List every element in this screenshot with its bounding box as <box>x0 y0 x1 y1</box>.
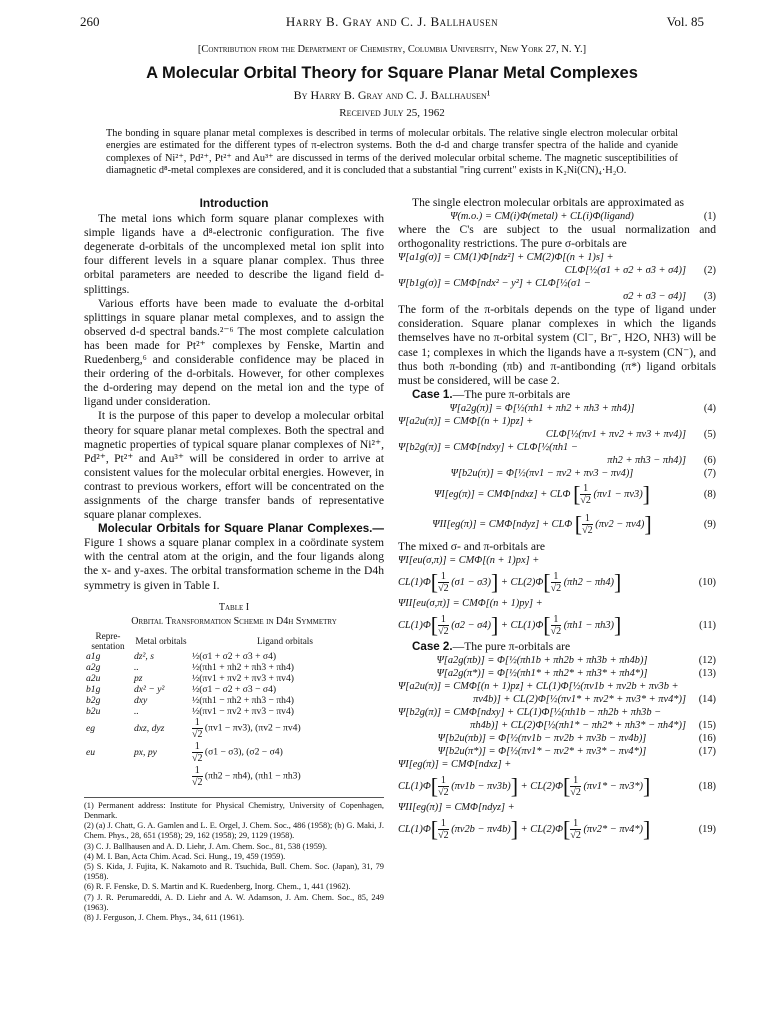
ligand-combination: (πv1 − πv3), (πv2 − πv4) <box>204 723 301 735</box>
equation-text: ΨII[eg(π)] = CMΦ[ndyz] + <box>398 802 515 814</box>
fraction <box>582 513 593 536</box>
equation-text: Ψ[b2g(π)] = CMΦ[ndxy] + CL(1)Φ[½(πh1b − πh2b + πh3b − <box>398 707 662 719</box>
fraction-denominator: √2 <box>582 525 593 537</box>
equation-3-cont <box>398 290 716 303</box>
fraction-numerator: 1 <box>192 765 203 777</box>
bracket-open: [ <box>563 816 571 842</box>
ligand-cell: ½(σ1 + σ2 + σ3 + σ4) <box>192 650 277 662</box>
equation-5 <box>398 415 716 428</box>
metal-cell: dxy <box>134 694 148 706</box>
footnote: (6) R. F. Fenske, D. S. Martin and K. Ruedenberg, Inorg. Chem., 1, 441 (1962). <box>84 882 351 892</box>
equation-number: (16) <box>698 733 716 745</box>
ligand-cell: ½(πh1 − πh2 + πh3 − πh4) <box>192 694 294 706</box>
fraction-numerator: 1 <box>570 775 581 787</box>
equation-text: Ψ[b2u(π*)] = Φ[½(πv1* − πv2* + πv3* − πv4*)] <box>437 746 647 758</box>
bracket-open: [ <box>543 612 551 638</box>
equation-text: Ψ[a2u(π)] = CMΦ[(n + 1)pz] + CL(1)Φ[½(πv1b + πv2b + πv3b + <box>398 681 679 693</box>
running-header <box>80 14 704 32</box>
footnote: (5) S. Kida, J. Fujita, K. Nakamoto and R. Tsuchida, Bull. Chem. Soc. (Japan), 31, 79 (1958). <box>84 862 384 882</box>
rep-cell: a2g <box>86 661 101 673</box>
intro-paragraph: The metal ions which form square planar complexes with simple ligands have a d⁸-electronic configuration. The five degenerate d-orbitals of the uncomplexed metal ion split into four different levels in a square planar complex. Thus three orbital parameters are needed to describe the ligand field d-splittings. <box>84 212 384 296</box>
equation-text: ΨI[eg(π)] = CMΦ[ndxz] + <box>398 759 512 771</box>
equation-7 <box>398 467 716 480</box>
equation-15-cont <box>398 719 716 732</box>
equation-text: CL(1)Φ <box>398 780 431 792</box>
equation-text: Ψ[a2g(π)] = Φ[½(πh1 + πh2 + πh3 + πh4)] <box>449 402 635 414</box>
fraction-denominator: √2 <box>438 582 449 594</box>
table-subtitle: Orbital Transformation Scheme in D4h Symmetry <box>131 615 337 627</box>
fraction <box>192 741 203 764</box>
metal-cell: .. <box>134 705 139 717</box>
equation-text: CLΦ[½(πv1 + πv2 + πv3 + πv4)] <box>545 428 686 440</box>
equation-text: (πh1 − πh3) <box>563 619 615 631</box>
rep-cell: eu <box>86 747 96 759</box>
table-header-cell: Ligand orbitals <box>257 635 313 646</box>
mo-heading: Molecular Orbitals for Square Planar Complexes.— <box>98 522 384 536</box>
equation-text: ΨI[eu(σ,π)] = CMΦ[(n + 1)px] + <box>398 555 540 567</box>
fraction-numerator: 1 <box>438 614 449 626</box>
fraction <box>438 571 449 594</box>
bracket-open: [ <box>430 569 439 595</box>
bracket-open: [ <box>430 612 439 638</box>
case-1-line <box>398 388 716 402</box>
running-head-authors: Harry B. Gray and C. J. Ballhausen <box>285 14 499 29</box>
fraction-denominator: √2 <box>438 829 449 841</box>
equation-text: πv4b)] + CL(2)Φ[½(πv1* + πv2* + πv3* + πv4*)] <box>473 694 686 706</box>
body-paragraph: where the C's are subject to the usual normalization and orthogonality restrictions. The pure σ-orbitals are <box>398 223 716 251</box>
fraction-denominator: √2 <box>438 786 449 798</box>
equation-text: Ψ[b2u(π)] = Φ[½(πv1 − πv2 + πv3 − πv4)] <box>450 467 634 479</box>
equation-text: CL(1)Φ <box>398 823 431 835</box>
abstract: The bonding in square planar metal complexes is described in terms of molecular orbitals. The relative single electron molecular orbital energies are estimated for the different types of π-electron systems. Both the d-d and charge transfer spectra of the halide and cyanide complexes of Ni²⁺, Pd²⁺, Pt²⁺ and Au³⁺ are discussed in terms of the derived molecular orbital scheme. The magnetic susceptibilities of diamagnetic d⁸-metal complexes are considered, and it is concluded that a substantial "ring current" exists in K₂Ni(CN)₄·H₂O. <box>106 128 678 177</box>
equation-6 <box>398 441 716 454</box>
table-row <box>84 651 380 662</box>
ligand-cell: ½(πv1 − πv2 + πv3 − πv4) <box>192 705 294 717</box>
body-paragraph: The single electron molecular orbitals are approximated as <box>412 196 685 209</box>
fraction-numerator: 1 <box>551 571 562 583</box>
equation-text: Ψ(m.o.) = CM(i)Φ(metal) + CL(i)Φ(ligand) <box>450 211 634 223</box>
rep-cell: eg <box>86 723 96 735</box>
fraction-denominator: √2 <box>570 786 581 798</box>
equation-number: (2) <box>703 265 716 277</box>
equation-text: σ2 + σ3 − σ4)] <box>623 291 686 303</box>
bracket-open: [ <box>543 569 551 595</box>
equation-6-cont <box>398 454 716 467</box>
equation-text: Ψ[b2u(πb)] = Φ[½(πv1b − πv2b + πv3b − πv4b)] <box>437 733 647 745</box>
contribution-line: [Contribution from the Department of Chemistry, Columbia University, New York 27, N. Y.] <box>197 44 587 55</box>
fraction-numerator: 1 <box>551 614 562 626</box>
ligand-cell: ½(πh1 + πh2 + πh3 + πh4) <box>192 661 294 673</box>
equation-text: (πv2* − πv4*) <box>583 823 644 835</box>
fraction-denominator: √2 <box>570 829 581 841</box>
equation-text: Ψ[a2g(πb)] = Φ[½(πh1b + πh2b + πh3b + πh4b)] <box>436 655 648 667</box>
footnote: (2) (a) J. Chatt, G. A. Gamlen and L. E. Orgel, J. Chem. Soc., 486 (1958); (b) G. Maki, J. Chem. Phys., 28, 651 (1958); 29, 162 (1958); 29, 1129 (1958). <box>84 821 384 841</box>
fraction <box>192 717 203 740</box>
fraction-denominator: √2 <box>550 582 562 594</box>
table-caption: Table I <box>218 601 250 613</box>
equation-number: (14) <box>698 694 716 706</box>
equation-text: (σ1 − σ3) <box>451 576 491 588</box>
fraction-denominator: √2 <box>550 625 562 637</box>
equation-number: (19) <box>698 823 716 835</box>
fraction <box>438 775 449 798</box>
case-2-text: —The pure π-orbitals are <box>452 640 571 654</box>
fraction-numerator: 1 <box>570 818 581 830</box>
fraction <box>570 818 581 841</box>
equation-text: (σ2 − σ4) <box>451 619 491 631</box>
fraction-numerator: 1 <box>582 513 593 525</box>
equation-text: Ψ[a2u(π)] = CMΦ[(n + 1)pz] + <box>398 415 534 427</box>
fraction-numerator: 1 <box>438 818 449 830</box>
metal-cell: .. <box>134 661 139 673</box>
equation-4 <box>398 402 716 415</box>
mo-paragraph <box>84 522 384 592</box>
equation-number: (12) <box>698 655 716 667</box>
equation-13 <box>398 667 716 680</box>
equation-text: + CL(2)Φ <box>520 823 564 835</box>
fraction-denominator: √2 <box>438 625 449 637</box>
equation-19-cont <box>398 814 716 844</box>
case-2-heading: Case 2. <box>412 640 453 654</box>
right-column <box>398 196 716 844</box>
bracket-close: ] <box>490 569 499 595</box>
fraction-numerator: 1 <box>580 483 591 495</box>
equation-number: (9) <box>703 519 716 531</box>
equation-text: ΨII[eg(π)] = CMΦ[ndyz] + CLΦ <box>432 519 573 531</box>
rep-cell: a1g <box>86 650 101 662</box>
ligand-cell <box>190 765 380 789</box>
equation-3 <box>398 277 716 290</box>
left-column <box>84 196 384 923</box>
table-row <box>84 741 380 765</box>
footnote: (3) C. J. Ballhausen and A. D. Liehr, J. Am. Chem. Soc., 81, 538 (1959). <box>84 841 327 851</box>
rep-cell: b2g <box>86 694 101 706</box>
equation-text: Ψ[a2g(π*)] = Φ[½(πh1* + πh2* + πh3* + πh4*)] <box>436 668 648 680</box>
equation-number: (3) <box>703 291 716 303</box>
footnote: (8) J. Ferguson, J. Chem. Phys., 34, 611 (1961). <box>84 913 245 923</box>
footnote: (4) M. I. Ban, Acta Chim. Acad. Sci. Hung., 19, 459 (1959). <box>84 851 286 861</box>
equation-text: Ψ[a1g(σ)] = CM(1)Φ[ndz²] + CM(2)Φ[(n + 1)s] + <box>398 252 614 264</box>
fraction-numerator: 1 <box>438 571 449 583</box>
equation-text: + CL(2)Φ <box>500 576 544 588</box>
rep-cell: b1g <box>86 683 101 695</box>
equation-text: ΨII[eu(σ,π)] = CMΦ[(n + 1)py] + <box>398 598 543 610</box>
equation-text: Ψ[b1g(σ)] = CMΦ[ndx² − y²] + CLΦ[½(σ1 − <box>398 278 591 290</box>
equation-text: πh4b)] + CL(2)Φ[½(πh1* − πh2* + πh3* − πh4*)] <box>470 720 686 732</box>
body-paragraph: The form of the π-orbitals depends on the type of ligand under consideration. Square planar complexes in which the ligands themselves have no π-orbital system (Cl⁻, Br⁻, H2O, NH3) will be case 1; complexes in which the ligands have a π-system (CN⁻), and thus both π-bonding (πb) and π-antibonding (π*) ligand orbitals must be considered, will be case 2. <box>398 303 716 387</box>
equation-number: (8) <box>703 489 716 501</box>
equation-number: (11) <box>699 619 716 631</box>
equation-14-cont <box>398 693 716 706</box>
metal-cell: dx² − y² <box>134 683 165 695</box>
author-line: By Harry B. Gray and C. J. Ballhausen¹ <box>293 88 491 102</box>
equation-2 <box>398 251 716 264</box>
table-row <box>84 673 380 684</box>
equation-text: (πv1 − πv3) <box>593 489 643 501</box>
equation-text: (πv2 − πv4) <box>595 519 645 531</box>
equation-17 <box>398 745 716 758</box>
table-row <box>84 706 380 717</box>
equation-10 <box>398 554 716 567</box>
bracket-open: [ <box>430 773 439 799</box>
fraction <box>438 614 449 637</box>
equation-number: (10) <box>698 576 716 588</box>
table-row <box>84 695 380 706</box>
ligand-combination: (σ1 − σ3), (σ2 − σ4) <box>204 747 283 759</box>
intro-paragraph: It is the purpose of this paper to develop a molecular orbital theory for square planar metal complexes. Both the spectral and magnetic properties of typical square planar complexes of Ni²⁺, Pd²⁺, Pt²⁺ and Au³⁺ will be considered in order to arrive at consistent values for the molecular orbital energies. However, in contrast to previous workers, effort will be concentrated on the assignments of the charge transfer bands of representative square planar complexes. <box>84 409 384 522</box>
fraction-numerator: 1 <box>192 717 203 729</box>
fraction <box>192 765 203 788</box>
equation-text: ΨI[eg(π)] = CMΦ[ndxz] + CLΦ <box>434 489 571 501</box>
bracket-close: ] <box>614 612 622 638</box>
table-row <box>84 662 380 673</box>
received-date: Received July 25, 1962 <box>339 107 445 119</box>
fraction-denominator: √2 <box>192 729 203 741</box>
bracket-close: ] <box>510 816 519 842</box>
fraction-denominator: √2 <box>192 777 203 789</box>
bracket-close: ] <box>644 511 652 537</box>
footnote: (1) Permanent address: Institute for Physical Chemistry, University of Copenhagen, Denmark. <box>84 800 384 821</box>
equation-number: (13) <box>698 668 716 680</box>
equation-8 <box>398 480 716 510</box>
table-row <box>84 684 380 695</box>
bracket-open: [ <box>563 773 571 799</box>
table-row <box>84 765 380 789</box>
bracket-open: [ <box>573 481 581 507</box>
equation-number: (4) <box>703 402 716 414</box>
bracket-close: ] <box>643 773 651 799</box>
equation-5-cont <box>398 428 716 441</box>
ligand-cell: ½(σ1 − σ2 + σ3 − σ4) <box>192 683 277 695</box>
case-2-line <box>398 640 716 654</box>
equation-text: CL(1)Φ <box>398 619 431 631</box>
rep-cell: a2u <box>86 672 101 684</box>
case-1-text: —The pure π-orbitals are <box>452 387 571 401</box>
equation-12 <box>398 654 716 667</box>
equation-15 <box>398 706 716 719</box>
orbital-table <box>84 631 380 789</box>
mo-paragraph-text: Figure 1 shows a square planar complex in a coördinate system with the central atom at the origin, and the four ligands along the x- and y-axes. The orbital transformation scheme in the D4h symmetry is given in Table I. <box>84 536 384 592</box>
equation-1 <box>398 210 716 223</box>
fraction <box>580 483 591 506</box>
table-header-cell: Repre-sentation <box>91 630 125 651</box>
metal-cell: dxz, dyz <box>134 723 165 735</box>
equation-14 <box>398 680 716 693</box>
bracket-close: ] <box>643 816 651 842</box>
footnotes <box>84 797 384 923</box>
intro-paragraph: Various efforts have been made to evaluate the d-orbital splittings in square planar metal complexes, and to assign the observed d-d spectral bands.²⁻⁶ The most complete calculation has been made for Pt²⁺ complexes by Fenske, Martin and Ruedenberg,⁶ and considerable confidence may be placed in their ordering of the d-orbitals. However, for other complexes the d-ordering may depend on the metal ion and the type of ligand under consideration. <box>84 296 384 409</box>
metal-cell: pz <box>134 672 143 684</box>
ligand-cell <box>190 717 380 741</box>
equation-11 <box>398 597 716 610</box>
metal-cell <box>132 765 190 789</box>
equation-16 <box>398 732 716 745</box>
equation-text: πh2 + πh3 − πh4)] <box>607 454 686 466</box>
rep-cell: b2u <box>86 705 101 717</box>
bracket-close: ] <box>614 569 622 595</box>
fraction-denominator: √2 <box>580 495 591 507</box>
equation-text: (πv1* − πv3*) <box>583 780 644 792</box>
equation-text: + CL(1)Φ <box>500 619 544 631</box>
fraction-numerator: 1 <box>192 741 203 753</box>
equation-number: (7) <box>703 467 716 479</box>
equation-2-cont <box>398 264 716 277</box>
paper-title: A Molecular Orbital Theory for Square Planar Metal Complexes <box>146 64 638 82</box>
fraction <box>570 775 581 798</box>
equation-text: Ψ[b2g(π)] = CMΦ[ndxy] + CLΦ[½(πh1 − <box>398 441 578 453</box>
case-1-heading: Case 1. <box>412 387 453 401</box>
bracket-open: [ <box>430 816 439 842</box>
fraction-numerator: 1 <box>438 775 449 787</box>
equation-9 <box>398 510 716 540</box>
equation-text: (πv1b − πv3b) <box>451 780 511 792</box>
equation-18 <box>398 758 716 771</box>
ligand-cell <box>190 741 380 765</box>
equation-10-cont <box>398 567 716 597</box>
fraction <box>551 571 562 594</box>
bracket-close: ] <box>510 773 519 799</box>
footnote: (7) J. R. Perumareddi, A. D. Liehr and A. W. Adamson, J. Am. Chem. Soc., 85, 249 (1963). <box>84 892 384 912</box>
table-header-cell: Metal orbitals <box>135 635 187 646</box>
equation-19 <box>398 801 716 814</box>
equation-number: (17) <box>698 746 716 758</box>
fraction <box>438 818 449 841</box>
equation-text: (πh2 − πh4) <box>563 576 615 588</box>
body-paragraph: The mixed σ- and π-orbitals are <box>398 539 545 553</box>
rep-cell <box>84 765 132 789</box>
equation-number: (5) <box>703 428 716 440</box>
page-number: 260 <box>80 14 100 29</box>
table-header-row <box>84 631 380 651</box>
equation-text: CLΦ[½(σ1 + σ2 + σ3 + σ4)] <box>564 265 686 277</box>
ligand-cell: ½(πv1 + πv2 + πv3 + πv4) <box>192 672 294 684</box>
volume-label: Vol. 85 <box>666 14 704 29</box>
equation-number: (1) <box>703 211 716 223</box>
fraction <box>551 614 562 637</box>
equation-number: (18) <box>698 780 716 792</box>
metal-cell: px, py <box>134 747 157 759</box>
table-row <box>84 717 380 741</box>
equation-11-cont <box>398 610 716 640</box>
metal-cell: dz², s <box>134 650 154 662</box>
intro-heading: Introduction <box>199 196 269 210</box>
equation-text: + CL(2)Φ <box>520 780 564 792</box>
equation-number: (15) <box>698 720 716 732</box>
equation-text: (πv2b − πv4b) <box>451 823 511 835</box>
equation-18-cont <box>398 771 716 801</box>
equation-text: CL(1)Φ <box>398 576 431 588</box>
ligand-combination: (πh2 − πh4), (πh1 − πh3) <box>204 771 301 783</box>
bracket-close: ] <box>642 481 650 507</box>
fraction-denominator: √2 <box>192 753 203 765</box>
equation-number: (6) <box>703 454 716 466</box>
bracket-open: [ <box>574 511 583 537</box>
bracket-close: ] <box>490 612 499 638</box>
